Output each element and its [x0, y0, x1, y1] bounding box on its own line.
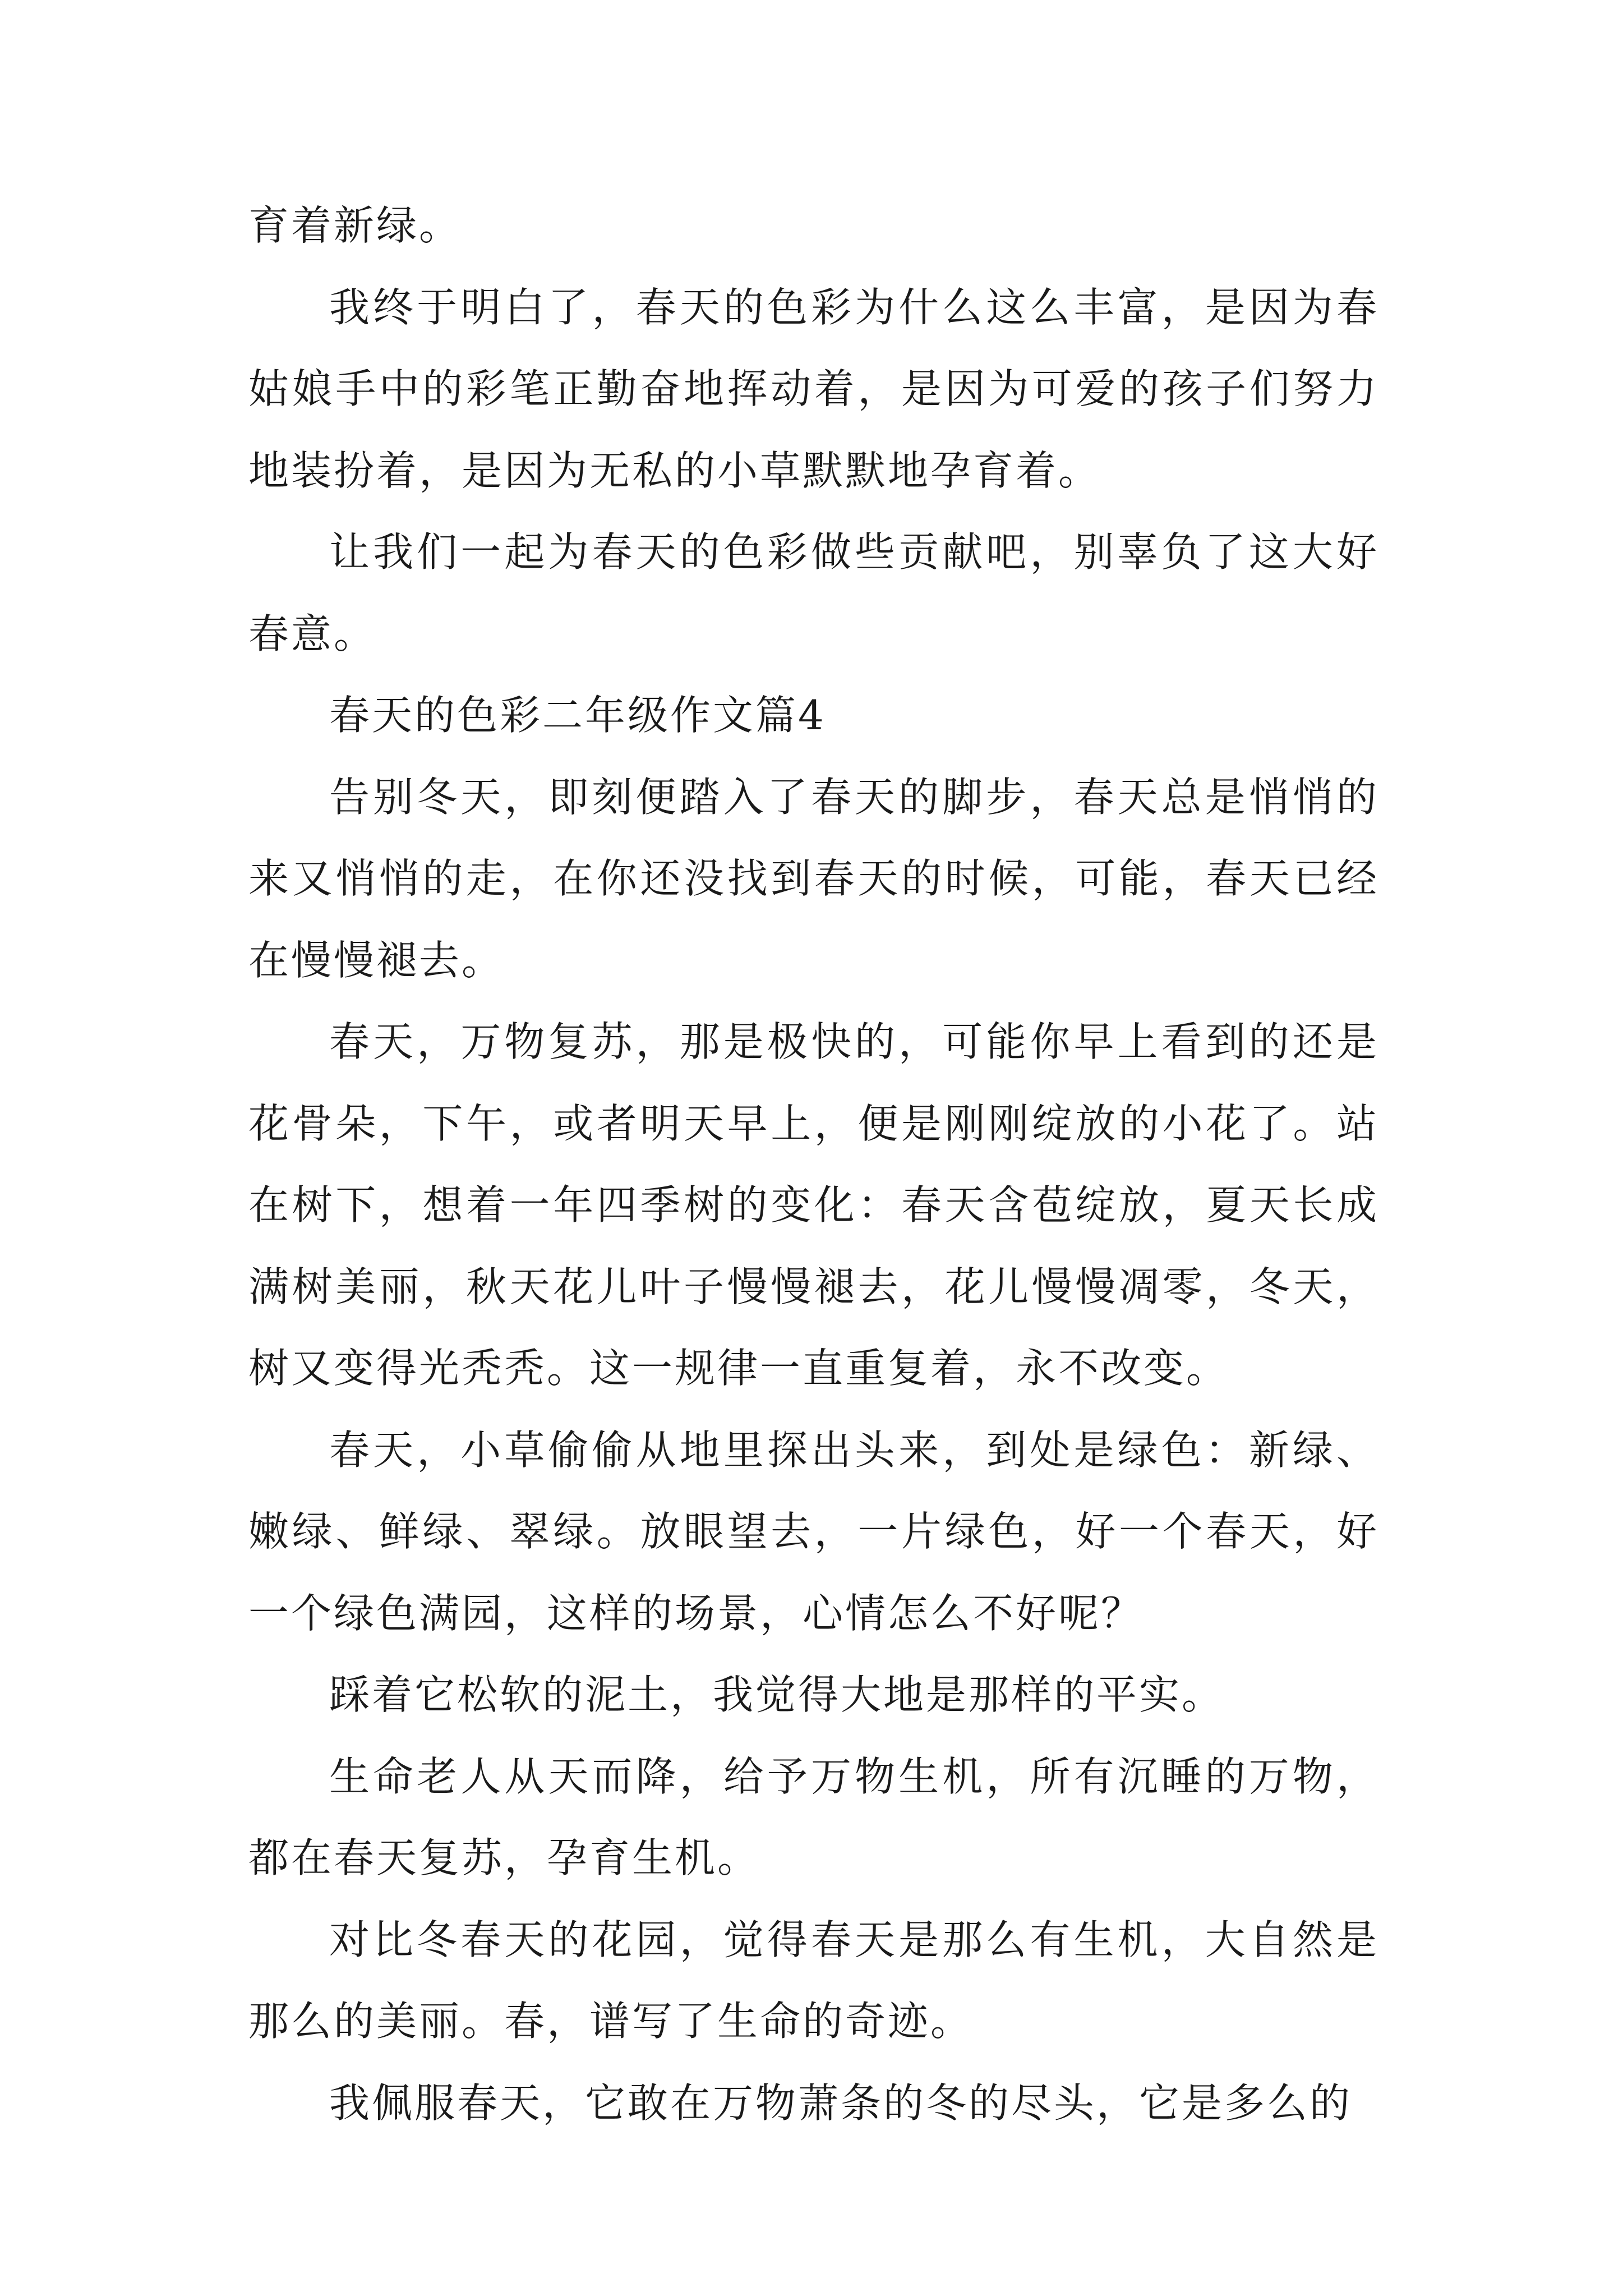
- paragraph: 踩着它松软的泥土，我觉得大地是那样的平实。: [329, 1671, 1225, 1718]
- paragraph: 春天，小草偷偷从地里探出头来，到处是绿色：新绿、嫩绿、鲜绿、翠绿。放眼望去，一片绿色，好一个春天，好一个绿色满园，这样的场景，心情怎么不好呢？: [248, 1426, 1379, 1637]
- paragraph: 让我们一起为春天的色彩做些贡献吧，别辜负了这大好春意。: [248, 528, 1379, 657]
- paragraph: 育着新绿。: [248, 202, 462, 249]
- paragraph: 我终于明白了，春天的色彩为什么这么丰富，是因为春姑娘手中的彩笔正勤奋地挥动着，是因为可爱的孩子们努力地装扮着，是因为无私的小草默默地孕育着。: [248, 283, 1379, 494]
- paragraph: 生命老人从天而降，给予万物生机，所有沉睡的万物，都在春天复苏，孕育生机。: [248, 1752, 1379, 1881]
- paragraph: 春天，万物复苏，那是极快的，可能你早上看到的还是花骨朵，下午，或者明天早上，便是刚刚绽放的小花了。站在树下，想着一年四季树的变化：春天含苞绽放，夏天长成满树美丽，秋天花儿叶子慢慢褪去，花儿慢慢凋零，冬天，树又变得光秃秃。这一规律一直重复着，永不改变。: [248, 1018, 1379, 1392]
- paragraph: 我佩服春天，它敢在万物萧条的冬的尽头，它是多么的: [329, 2079, 1353, 2127]
- section-heading: 春天的色彩二年级作文篇4: [329, 692, 826, 739]
- paragraph: 对比冬春天的花园，觉得春天是那么有生机，大自然是那么的美丽。春，谱写了生命的奇迹。: [248, 1916, 1379, 2045]
- document-body: [248, 185, 1379, 2144]
- paragraph: 告别冬天，即刻便踏入了春天的脚步，春天总是悄悄的来又悄悄的走，在你还没找到春天的时候，可能，春天已经在慢慢褪去。: [248, 773, 1379, 984]
